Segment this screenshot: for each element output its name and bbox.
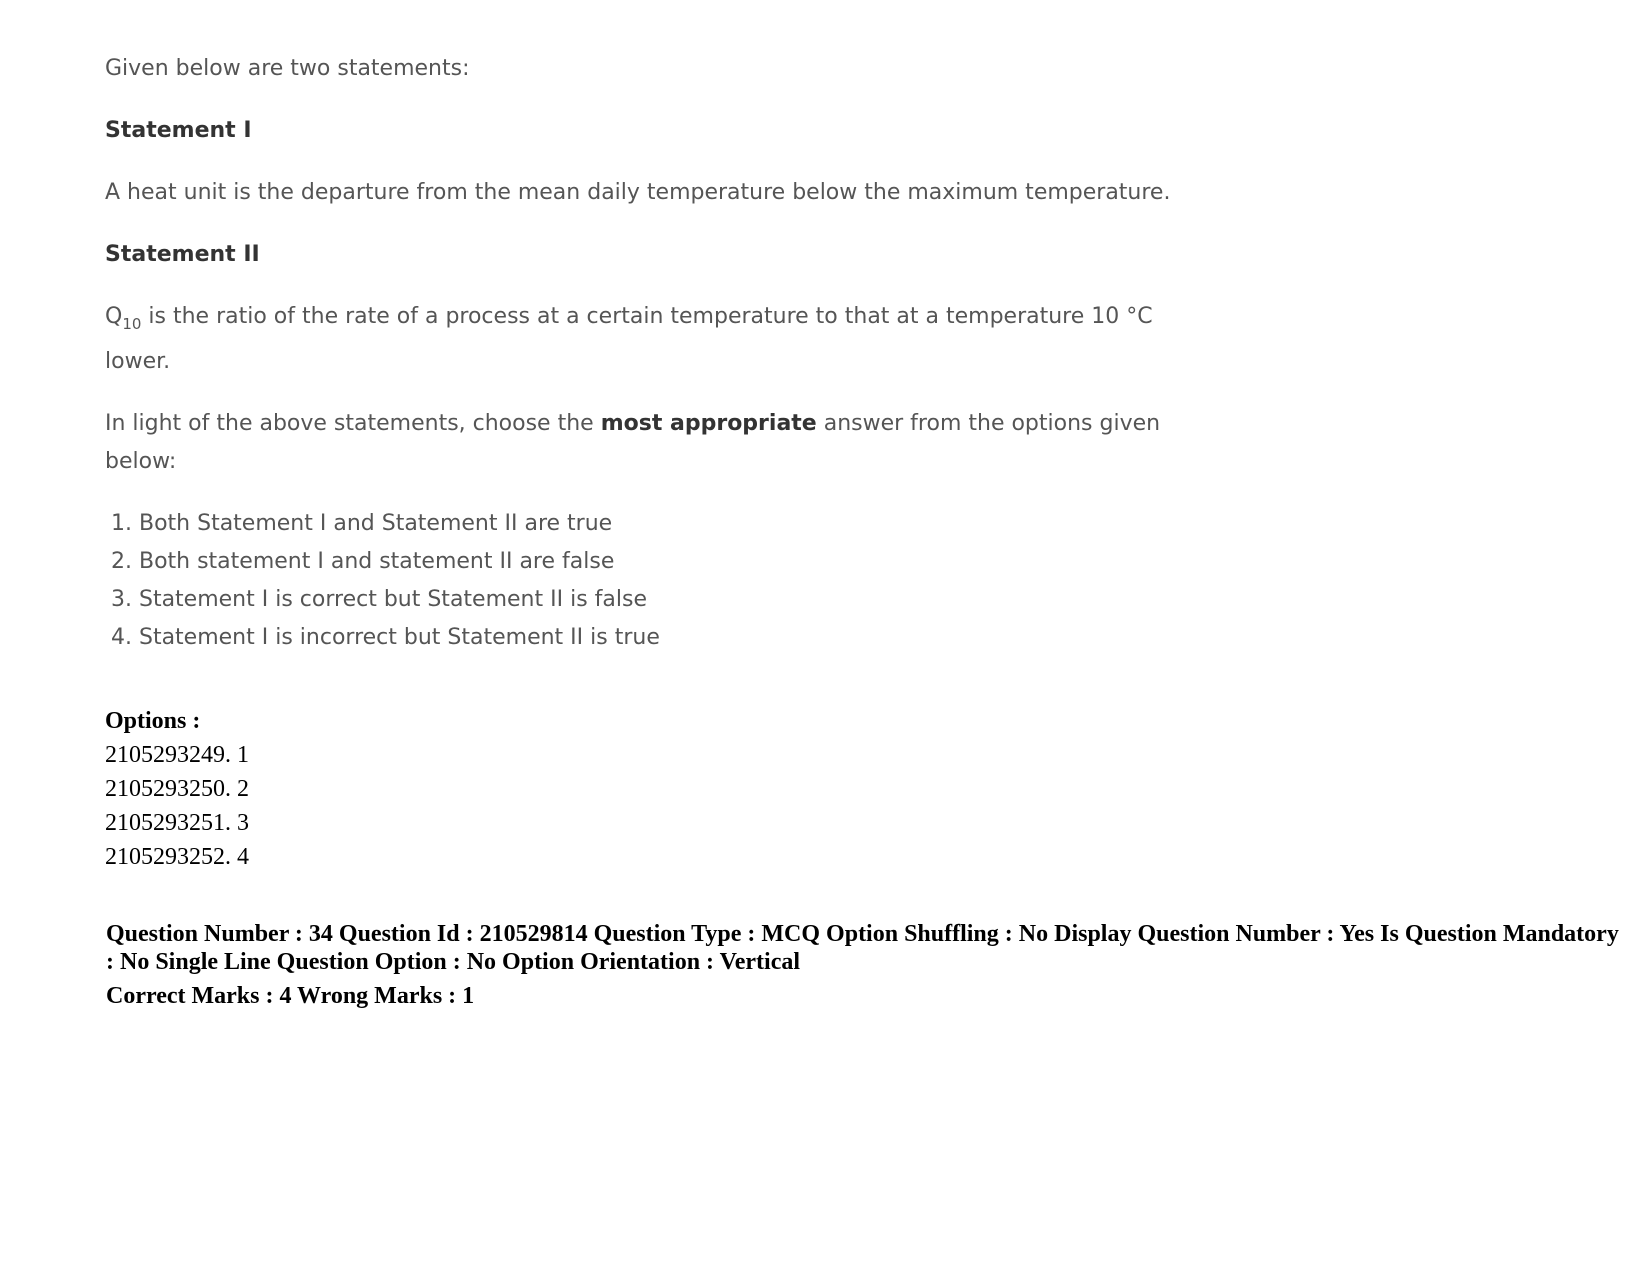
options-label: Options : (105, 708, 201, 734)
options-list (105, 738, 1625, 874)
statement-2-q-symbol: Q (105, 304, 123, 329)
choice-item: 3. Statement I is correct but Statement II is false (111, 587, 647, 612)
choice-list (105, 505, 1205, 657)
question-body (105, 50, 1205, 657)
statement-2-heading: Statement II (105, 242, 260, 267)
marks-line: Correct Marks : 4 Wrong Marks : 1 (106, 983, 475, 1009)
choice-item: 4. Statement I is incorrect but Statement II is true (111, 625, 660, 650)
option-item: 2105293251. 3 (105, 810, 249, 836)
question-details (106, 920, 1631, 1010)
statement-2-q-subscript: 10 (122, 315, 142, 333)
statement-1-heading: Statement I (105, 118, 252, 143)
option-item: 2105293252. 4 (105, 844, 249, 870)
question-details-line: Question Number : 34 Question Id : 210529814 Question Type : MCQ Option Shuffling : No Display Question Number : Yes Is Question Mandatory : No Single Line Question Option : No Option Orientation : Vertical (106, 921, 1619, 975)
choice-item: 2. Both statement I and statement II are false (111, 549, 615, 574)
option-item: 2105293250. 2 (105, 776, 249, 802)
instruction-post: answer from the options given below: (105, 411, 1161, 474)
choice-item: 1. Both Statement I and Statement II are true (111, 511, 613, 536)
statement-2-text: is the ratio of the rate of a process at a certain temperature to that at a temperature 10 °C lower. (105, 304, 1153, 374)
instruction-bold: most appropriate (600, 411, 817, 436)
options-block (105, 704, 1625, 874)
option-item: 2105293249. 1 (105, 742, 249, 768)
question-intro: Given below are two statements: (105, 56, 470, 81)
statement-1-text: A heat unit is the departure from the mean daily temperature below the maximum temperature. (105, 180, 1171, 205)
statement-2-paragraph (105, 298, 1205, 381)
question-instruction (105, 405, 1205, 481)
instruction-pre: In light of the above statements, choose the (105, 411, 601, 436)
